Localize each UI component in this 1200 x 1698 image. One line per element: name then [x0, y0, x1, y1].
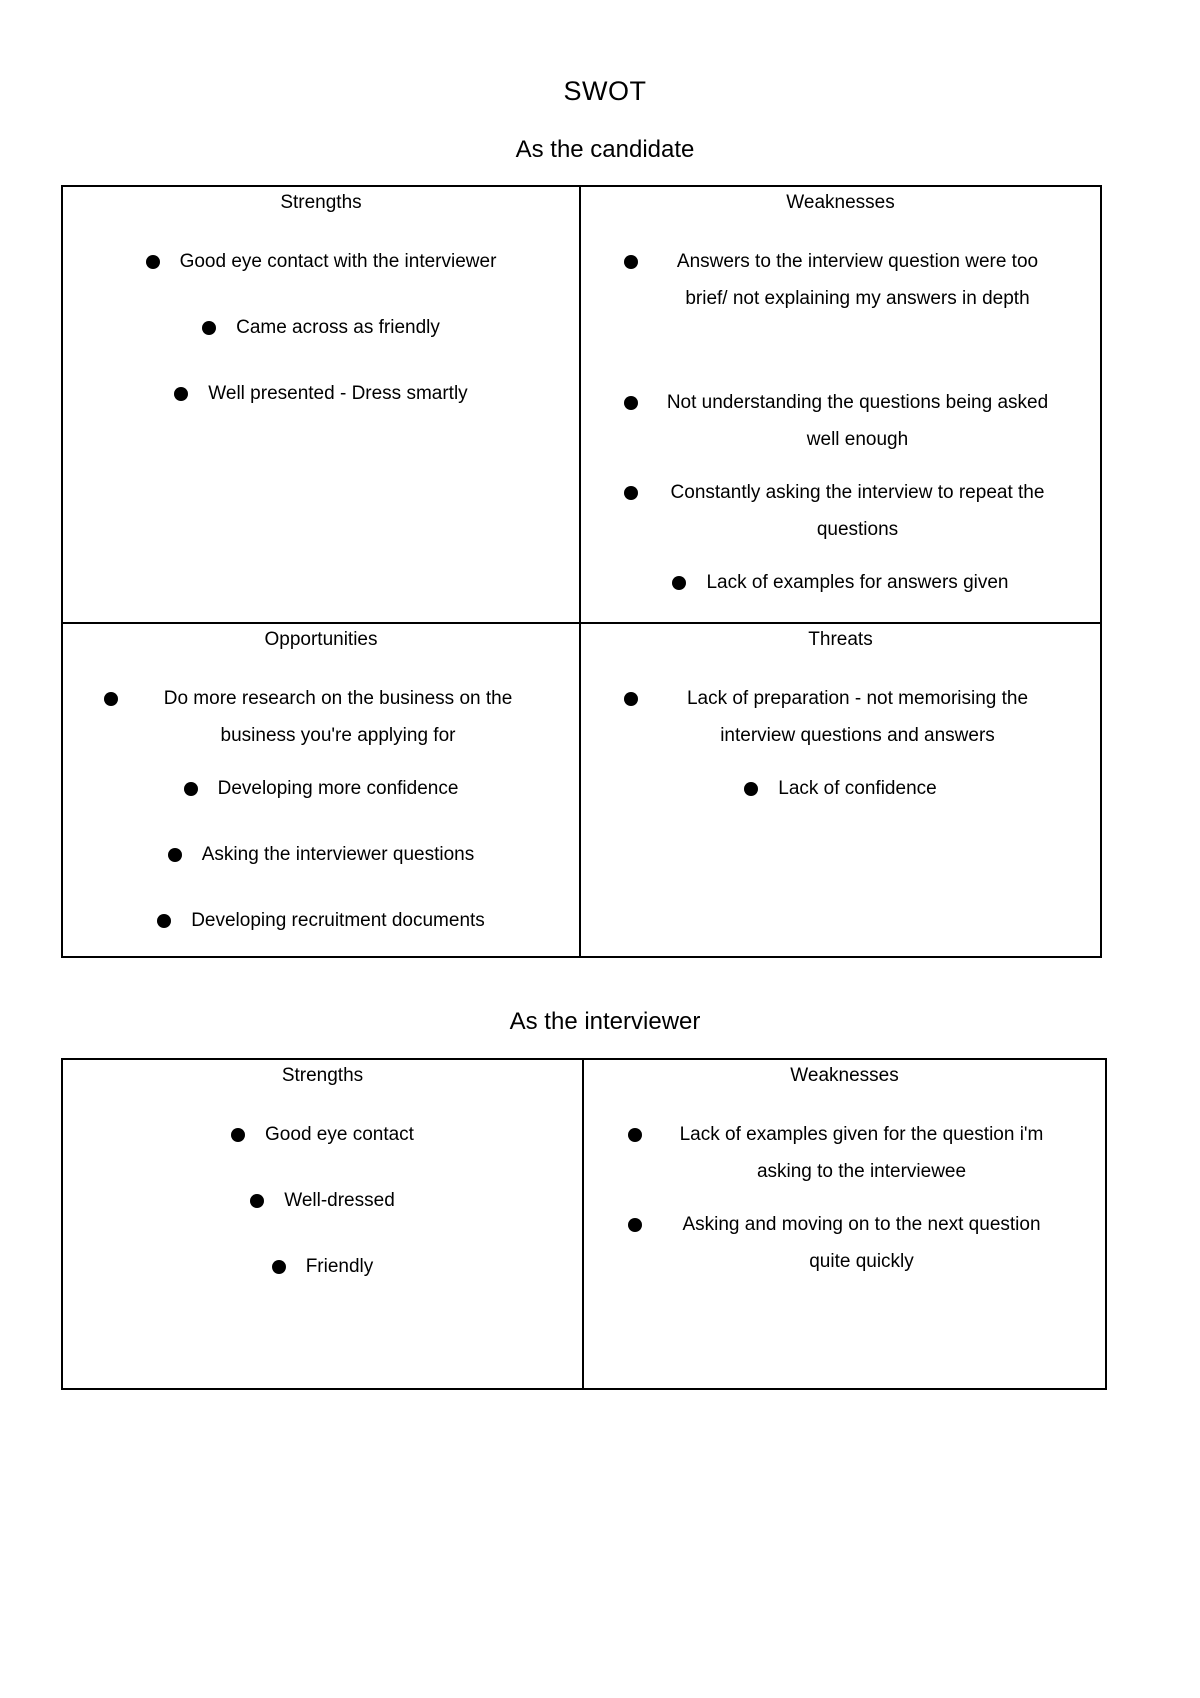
list-item: Answers to the interview question were too brief/ not explaining my answers in depth	[581, 243, 1100, 317]
candidate-section-heading: As the candidate	[515, 136, 695, 163]
list-item: Lack of examples for answers given	[581, 564, 1100, 601]
bullet-icon	[168, 848, 182, 862]
list-item: Well-dressed	[63, 1182, 582, 1219]
cell-title: Weaknesses	[786, 192, 895, 213]
bullet-icon	[202, 321, 216, 335]
candidate-opportunities-cell	[62, 623, 580, 957]
bullet-icon	[174, 387, 188, 401]
bullet-icon	[231, 1128, 245, 1142]
strengths-list	[63, 217, 579, 412]
cell-title: Strengths	[280, 192, 362, 213]
bullet-icon	[272, 1260, 286, 1274]
list-item: Lack of confidence	[581, 770, 1100, 807]
bullet-icon	[157, 914, 171, 928]
threats-list	[581, 654, 1100, 807]
list-item: Asking and moving on to the next question quite quickly	[584, 1206, 1105, 1280]
interviewer-swot-grid	[61, 1058, 1107, 1390]
list-item: Asking the interviewer questions	[63, 836, 579, 873]
candidate-threats-cell	[580, 623, 1101, 957]
list-item: Came across as friendly	[63, 309, 579, 346]
list-item: Friendly	[63, 1248, 582, 1285]
weaknesses-list	[581, 217, 1100, 601]
weaknesses-list	[584, 1090, 1105, 1280]
list-item: Developing recruitment documents	[63, 902, 579, 939]
cell-title: Threats	[808, 629, 873, 650]
bullet-icon	[744, 782, 758, 796]
bullet-icon	[628, 1218, 642, 1232]
interviewer-section-heading: As the interviewer	[509, 1008, 701, 1035]
bullet-icon	[104, 692, 118, 706]
interviewer-strengths-cell	[62, 1059, 583, 1389]
strengths-list	[63, 1090, 582, 1285]
bullet-icon	[624, 396, 638, 410]
opportunities-list	[63, 654, 579, 939]
interviewer-weaknesses-cell	[583, 1059, 1106, 1389]
list-item: Not understanding the questions being asked well enough	[581, 384, 1100, 458]
cell-title: Weaknesses	[790, 1065, 899, 1086]
bullet-icon	[624, 486, 638, 500]
bullet-icon	[184, 782, 198, 796]
list-item: Constantly asking the interview to repeat the questions	[581, 474, 1100, 548]
cell-title: Strengths	[281, 1065, 364, 1086]
bullet-icon	[672, 576, 686, 590]
list-item: Good eye contact	[63, 1116, 582, 1153]
bullet-icon	[624, 255, 638, 269]
candidate-weaknesses-cell	[580, 186, 1101, 623]
list-item: Developing more confidence	[63, 770, 579, 807]
bullet-icon	[624, 692, 638, 706]
list-item: Well presented - Dress smartly	[63, 375, 579, 412]
bullet-icon	[146, 255, 160, 269]
cell-title: Opportunities	[264, 629, 378, 650]
list-item: Do more research on the business on the business you're applying for	[63, 680, 579, 754]
document-title: SWOT	[563, 76, 647, 106]
bullet-icon	[250, 1194, 264, 1208]
candidate-swot-grid	[61, 185, 1102, 958]
candidate-strengths-cell	[62, 186, 580, 623]
list-item: Good eye contact with the interviewer	[63, 243, 579, 280]
bullet-icon	[628, 1128, 642, 1142]
list-item: Lack of preparation - not memorising the interview questions and answers	[581, 680, 1100, 754]
list-item: Lack of examples given for the question i'm asking to the interviewee	[584, 1116, 1105, 1190]
